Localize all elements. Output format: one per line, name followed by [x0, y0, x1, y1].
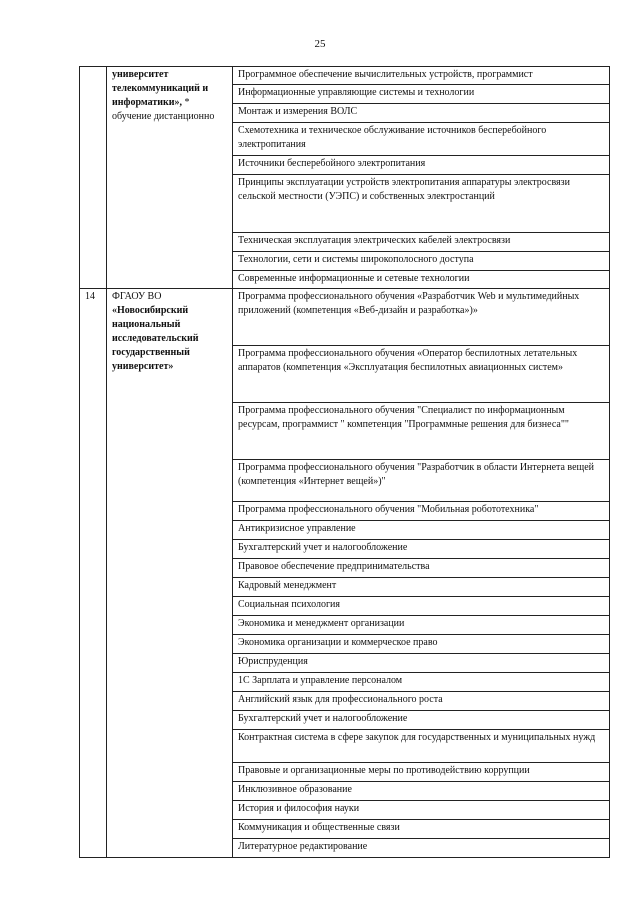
program-cell: Юриспруденция — [233, 654, 610, 673]
program-cell: Английский язык для профессионального роста — [233, 692, 610, 711]
program-cell: Инклюзивное образование — [233, 782, 610, 801]
organization-name: университет телекоммуникаций и информатики», — [112, 69, 209, 108]
program-cell: Правовое обеспечение предпринимательства — [233, 559, 610, 578]
program-cell: Бухгалтерский учет и налогообложение — [233, 540, 610, 559]
row-number-cell — [80, 67, 107, 289]
program-cell: Программа профессионального обучения "Разработчик в области Интернета вещей (компетенция «Интернет вещей»)" — [233, 460, 610, 502]
organization-name: «Новосибирский национальный исследовательский государственный университет» — [112, 305, 199, 372]
program-cell: Кадровый менеджмент — [233, 578, 610, 597]
program-cell: Экономика и менеджмент организации — [233, 616, 610, 635]
program-cell: Программа профессионального обучения «Разработчик Web и мультимедийных приложений (компетенция «Веб-дизайн и разработка»)» — [233, 289, 610, 346]
program-cell: Программа профессионального обучения «Оператор беспилотных летательных аппаратов (компетенция «Эксплуатация беспилотных авиационных систем» — [233, 346, 610, 403]
program-cell: Принципы эксплуатации устройств электропитания аппаратуры электросвязи сельской местности (УЭПС) и собственных электростанций — [233, 175, 610, 233]
program-cell: Программное обеспечение вычислительных устройств, программист — [233, 67, 610, 85]
row-number-cell: 14 — [80, 289, 107, 858]
program-cell: История и философия науки — [233, 801, 610, 820]
program-cell: 1С Зарплата и управление персоналом — [233, 673, 610, 692]
program-cell: Источники бесперебойного электропитания — [233, 156, 610, 175]
table-row — [80, 67, 610, 85]
program-cell: Коммуникация и общественные связи — [233, 820, 610, 839]
program-cell: Социальная психология — [233, 597, 610, 616]
program-cell: Технологии, сети и системы широкополосного доступа — [233, 252, 610, 271]
organization-type: ФГАОУ ВО — [112, 291, 162, 302]
program-cell: Бухгалтерский учет и налогообложение — [233, 711, 610, 730]
page-number: 25 — [314, 38, 326, 50]
program-cell: Современные информационные и сетевые технологии — [233, 271, 610, 289]
program-cell: Литературное редактирование — [233, 839, 610, 858]
program-cell: Антикризисное управление — [233, 521, 610, 540]
program-cell: Монтаж и измерения ВОЛС — [233, 104, 610, 123]
program-cell: Программа профессионального обучения "Мобильная робототехника" — [233, 502, 610, 521]
program-cell: Программа профессионального обучения "Специалист по информационным ресурсам, программист " компетенция "Программные решения для бизнеса"" — [233, 403, 610, 460]
organization-note: * обучение дистанционно — [112, 97, 215, 122]
program-cell: Правовые и организационные меры по противодействию коррупции — [233, 763, 610, 782]
organization-cell — [107, 67, 233, 289]
program-cell: Контрактная система в сфере закупок для государственных и муниципальных нужд — [233, 730, 610, 763]
program-cell: Техническая эксплуатация электрических кабелей электросвязи — [233, 233, 610, 252]
program-cell: Экономика организации и коммерческое право — [233, 635, 610, 654]
programs-table — [79, 66, 610, 858]
program-cell: Схемотехника и техническое обслуживание источников бесперебойного электропитания — [233, 123, 610, 156]
organization-cell — [107, 289, 233, 858]
program-cell: Информационные управляющие системы и технологии — [233, 85, 610, 104]
table-body — [80, 67, 610, 858]
table-row — [80, 289, 610, 346]
